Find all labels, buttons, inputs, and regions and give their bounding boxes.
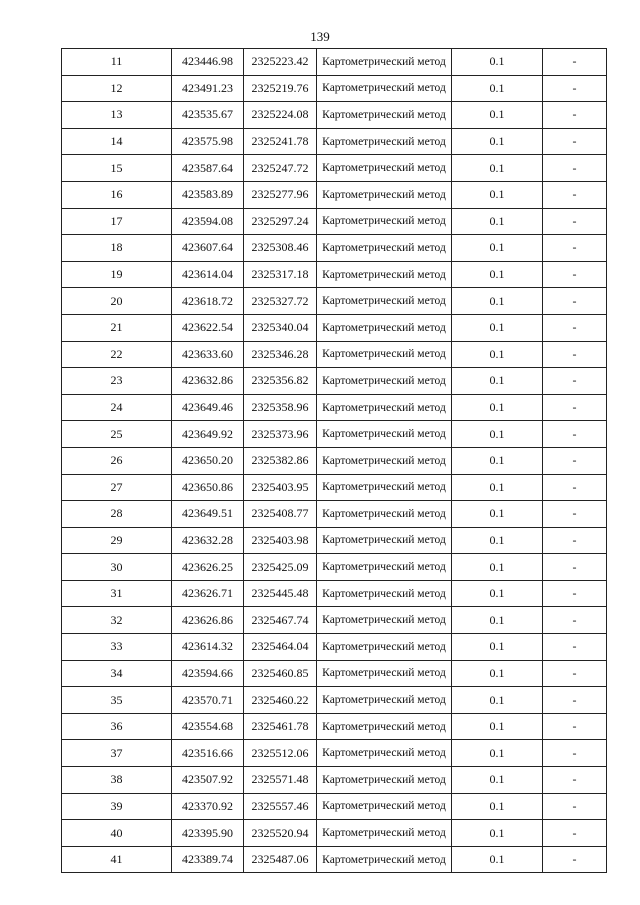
note-cell: -: [543, 368, 607, 395]
method-cell: Картометрический метод: [317, 793, 452, 820]
accuracy-cell: 0.1: [452, 607, 543, 634]
point-number-cell: 24: [62, 394, 172, 421]
accuracy-cell: 0.1: [452, 740, 543, 767]
note-cell: -: [543, 288, 607, 315]
y-coordinate-cell: 2325520.94: [244, 820, 317, 847]
y-coordinate-cell: 2325460.85: [244, 660, 317, 687]
table-row: [62, 846, 607, 873]
table-row: [62, 341, 607, 368]
table-row: [62, 713, 607, 740]
point-number-cell: 13: [62, 102, 172, 129]
accuracy-cell: 0.1: [452, 713, 543, 740]
y-coordinate-cell: 2325403.95: [244, 474, 317, 501]
method-cell: Картометрический метод: [317, 634, 452, 661]
accuracy-cell: 0.1: [452, 208, 543, 235]
y-coordinate-cell: 2325408.77: [244, 501, 317, 528]
accuracy-cell: 0.1: [452, 447, 543, 474]
accuracy-cell: 0.1: [452, 314, 543, 341]
y-coordinate-cell: 2325241.78: [244, 128, 317, 155]
y-coordinate-cell: 2325464.04: [244, 634, 317, 661]
point-number-cell: 35: [62, 687, 172, 714]
point-number-cell: 34: [62, 660, 172, 687]
table-row: [62, 394, 607, 421]
point-number-cell: 18: [62, 235, 172, 262]
note-cell: -: [543, 634, 607, 661]
point-number-cell: 19: [62, 261, 172, 288]
x-coordinate-cell: 423507.92: [172, 767, 244, 794]
table-row: [62, 607, 607, 634]
method-cell: Картометрический метод: [317, 660, 452, 687]
point-number-cell: 14: [62, 128, 172, 155]
note-cell: -: [543, 155, 607, 182]
method-cell: Картометрический метод: [317, 687, 452, 714]
y-coordinate-cell: 2325487.06: [244, 846, 317, 873]
page-number: 139: [310, 29, 330, 44]
point-number-cell: 12: [62, 75, 172, 102]
note-cell: -: [543, 740, 607, 767]
table-row: [62, 447, 607, 474]
table-row: [62, 208, 607, 235]
y-coordinate-cell: 2325382.86: [244, 447, 317, 474]
note-cell: -: [543, 341, 607, 368]
note-cell: -: [543, 580, 607, 607]
point-number-cell: 15: [62, 155, 172, 182]
method-cell: Картометрический метод: [317, 368, 452, 395]
note-cell: -: [543, 102, 607, 129]
method-cell: Картометрический метод: [317, 607, 452, 634]
table-row: [62, 554, 607, 581]
table-row: [62, 660, 607, 687]
note-cell: -: [543, 235, 607, 262]
point-number-cell: 26: [62, 447, 172, 474]
y-coordinate-cell: 2325327.72: [244, 288, 317, 315]
accuracy-cell: 0.1: [452, 474, 543, 501]
point-number-cell: 41: [62, 846, 172, 873]
point-number-cell: 37: [62, 740, 172, 767]
point-number-cell: 31: [62, 580, 172, 607]
table-row: [62, 314, 607, 341]
point-number-cell: 20: [62, 288, 172, 315]
table-row: [62, 501, 607, 528]
x-coordinate-cell: 423649.92: [172, 421, 244, 448]
y-coordinate-cell: 2325512.06: [244, 740, 317, 767]
x-coordinate-cell: 423626.71: [172, 580, 244, 607]
table-row: [62, 155, 607, 182]
x-coordinate-cell: 423535.67: [172, 102, 244, 129]
method-cell: Картометрический метод: [317, 527, 452, 554]
accuracy-cell: 0.1: [452, 634, 543, 661]
accuracy-cell: 0.1: [452, 49, 543, 76]
point-number-cell: 25: [62, 421, 172, 448]
x-coordinate-cell: 423622.54: [172, 314, 244, 341]
accuracy-cell: 0.1: [452, 394, 543, 421]
point-number-cell: 11: [62, 49, 172, 76]
x-coordinate-cell: 423554.68: [172, 713, 244, 740]
method-cell: Картометрический метод: [317, 261, 452, 288]
method-cell: Картометрический метод: [317, 102, 452, 129]
x-coordinate-cell: 423650.20: [172, 447, 244, 474]
accuracy-cell: 0.1: [452, 846, 543, 873]
table-row: [62, 634, 607, 661]
table-row: [62, 102, 607, 129]
y-coordinate-cell: 2325425.09: [244, 554, 317, 581]
x-coordinate-cell: 423594.66: [172, 660, 244, 687]
x-coordinate-cell: 423583.89: [172, 181, 244, 208]
table-row: [62, 527, 607, 554]
x-coordinate-cell: 423626.86: [172, 607, 244, 634]
point-number-cell: 27: [62, 474, 172, 501]
x-coordinate-cell: 423614.04: [172, 261, 244, 288]
method-cell: Картометрический метод: [317, 554, 452, 581]
method-cell: Картометрический метод: [317, 155, 452, 182]
accuracy-cell: 0.1: [452, 793, 543, 820]
method-cell: Картометрический метод: [317, 447, 452, 474]
note-cell: -: [543, 75, 607, 102]
method-cell: Картометрический метод: [317, 288, 452, 315]
accuracy-cell: 0.1: [452, 660, 543, 687]
accuracy-cell: 0.1: [452, 554, 543, 581]
note-cell: -: [543, 767, 607, 794]
method-cell: Картометрический метод: [317, 580, 452, 607]
point-number-cell: 29: [62, 527, 172, 554]
point-number-cell: 21: [62, 314, 172, 341]
x-coordinate-cell: 423632.86: [172, 368, 244, 395]
table-row: [62, 181, 607, 208]
table-row: [62, 474, 607, 501]
table-row: [62, 767, 607, 794]
note-cell: -: [543, 208, 607, 235]
y-coordinate-cell: 2325308.46: [244, 235, 317, 262]
accuracy-cell: 0.1: [452, 75, 543, 102]
table-row: [62, 261, 607, 288]
note-cell: -: [543, 820, 607, 847]
x-coordinate-cell: 423633.60: [172, 341, 244, 368]
y-coordinate-cell: 2325223.42: [244, 49, 317, 76]
y-coordinate-cell: 2325460.22: [244, 687, 317, 714]
note-cell: -: [543, 421, 607, 448]
y-coordinate-cell: 2325461.78: [244, 713, 317, 740]
note-cell: -: [543, 261, 607, 288]
table-row: [62, 49, 607, 76]
note-cell: -: [543, 474, 607, 501]
y-coordinate-cell: 2325317.18: [244, 261, 317, 288]
point-number-cell: 17: [62, 208, 172, 235]
note-cell: -: [543, 49, 607, 76]
note-cell: -: [543, 181, 607, 208]
accuracy-cell: 0.1: [452, 501, 543, 528]
method-cell: Картометрический метод: [317, 820, 452, 847]
y-coordinate-cell: 2325297.24: [244, 208, 317, 235]
note-cell: -: [543, 501, 607, 528]
note-cell: -: [543, 713, 607, 740]
y-coordinate-cell: 2325346.28: [244, 341, 317, 368]
x-coordinate-cell: 423594.08: [172, 208, 244, 235]
x-coordinate-cell: 423587.64: [172, 155, 244, 182]
method-cell: Картометрический метод: [317, 314, 452, 341]
point-number-cell: 32: [62, 607, 172, 634]
note-cell: -: [543, 607, 607, 634]
point-number-cell: 22: [62, 341, 172, 368]
method-cell: Картометрический метод: [317, 49, 452, 76]
table-row: [62, 235, 607, 262]
note-cell: -: [543, 793, 607, 820]
table-row: [62, 793, 607, 820]
y-coordinate-cell: 2325467.74: [244, 607, 317, 634]
y-coordinate-cell: 2325340.04: [244, 314, 317, 341]
table-row: [62, 421, 607, 448]
accuracy-cell: 0.1: [452, 181, 543, 208]
method-cell: Картометрический метод: [317, 421, 452, 448]
accuracy-cell: 0.1: [452, 368, 543, 395]
accuracy-cell: 0.1: [452, 102, 543, 129]
method-cell: Картометрический метод: [317, 846, 452, 873]
method-cell: Картометрический метод: [317, 501, 452, 528]
x-coordinate-cell: 423607.64: [172, 235, 244, 262]
point-number-cell: 40: [62, 820, 172, 847]
coordinates-table: [61, 48, 607, 873]
note-cell: -: [543, 394, 607, 421]
x-coordinate-cell: 423516.66: [172, 740, 244, 767]
x-coordinate-cell: 423614.32: [172, 634, 244, 661]
point-number-cell: 33: [62, 634, 172, 661]
table-row: [62, 740, 607, 767]
table-row: [62, 820, 607, 847]
y-coordinate-cell: 2325247.72: [244, 155, 317, 182]
method-cell: Картометрический метод: [317, 767, 452, 794]
method-cell: Картометрический метод: [317, 713, 452, 740]
x-coordinate-cell: 423491.23: [172, 75, 244, 102]
accuracy-cell: 0.1: [452, 288, 543, 315]
point-number-cell: 38: [62, 767, 172, 794]
table-row: [62, 580, 607, 607]
note-cell: -: [543, 128, 607, 155]
x-coordinate-cell: 423626.25: [172, 554, 244, 581]
accuracy-cell: 0.1: [452, 580, 543, 607]
point-number-cell: 23: [62, 368, 172, 395]
accuracy-cell: 0.1: [452, 261, 543, 288]
point-number-cell: 36: [62, 713, 172, 740]
y-coordinate-cell: 2325219.76: [244, 75, 317, 102]
y-coordinate-cell: 2325445.48: [244, 580, 317, 607]
y-coordinate-cell: 2325403.98: [244, 527, 317, 554]
note-cell: -: [543, 447, 607, 474]
accuracy-cell: 0.1: [452, 128, 543, 155]
point-number-cell: 30: [62, 554, 172, 581]
y-coordinate-cell: 2325571.48: [244, 767, 317, 794]
y-coordinate-cell: 2325224.08: [244, 102, 317, 129]
accuracy-cell: 0.1: [452, 820, 543, 847]
table-row: [62, 368, 607, 395]
method-cell: Картометрический метод: [317, 181, 452, 208]
table-row: [62, 687, 607, 714]
x-coordinate-cell: 423649.51: [172, 501, 244, 528]
x-coordinate-cell: 423650.86: [172, 474, 244, 501]
note-cell: -: [543, 660, 607, 687]
x-coordinate-cell: 423575.98: [172, 128, 244, 155]
coordinates-table-body: [62, 49, 607, 873]
x-coordinate-cell: 423446.98: [172, 49, 244, 76]
method-cell: Картометрический метод: [317, 208, 452, 235]
x-coordinate-cell: 423649.46: [172, 394, 244, 421]
accuracy-cell: 0.1: [452, 767, 543, 794]
accuracy-cell: 0.1: [452, 687, 543, 714]
accuracy-cell: 0.1: [452, 421, 543, 448]
method-cell: Картометрический метод: [317, 128, 452, 155]
y-coordinate-cell: 2325373.96: [244, 421, 317, 448]
x-coordinate-cell: 423395.90: [172, 820, 244, 847]
method-cell: Картометрический метод: [317, 235, 452, 262]
y-coordinate-cell: 2325557.46: [244, 793, 317, 820]
point-number-cell: 39: [62, 793, 172, 820]
accuracy-cell: 0.1: [452, 527, 543, 554]
table-row: [62, 128, 607, 155]
y-coordinate-cell: 2325356.82: [244, 368, 317, 395]
method-cell: Картометрический метод: [317, 474, 452, 501]
method-cell: Картометрический метод: [317, 341, 452, 368]
point-number-cell: 28: [62, 501, 172, 528]
table-row: [62, 288, 607, 315]
point-number-cell: 16: [62, 181, 172, 208]
accuracy-cell: 0.1: [452, 235, 543, 262]
table-row: [62, 75, 607, 102]
note-cell: -: [543, 846, 607, 873]
y-coordinate-cell: 2325358.96: [244, 394, 317, 421]
note-cell: -: [543, 554, 607, 581]
x-coordinate-cell: 423389.74: [172, 846, 244, 873]
note-cell: -: [543, 314, 607, 341]
y-coordinate-cell: 2325277.96: [244, 181, 317, 208]
x-coordinate-cell: 423618.72: [172, 288, 244, 315]
method-cell: Картометрический метод: [317, 75, 452, 102]
accuracy-cell: 0.1: [452, 341, 543, 368]
accuracy-cell: 0.1: [452, 155, 543, 182]
note-cell: -: [543, 687, 607, 714]
x-coordinate-cell: 423370.92: [172, 793, 244, 820]
x-coordinate-cell: 423570.71: [172, 687, 244, 714]
note-cell: -: [543, 527, 607, 554]
x-coordinate-cell: 423632.28: [172, 527, 244, 554]
method-cell: Картометрический метод: [317, 394, 452, 421]
method-cell: Картометрический метод: [317, 740, 452, 767]
